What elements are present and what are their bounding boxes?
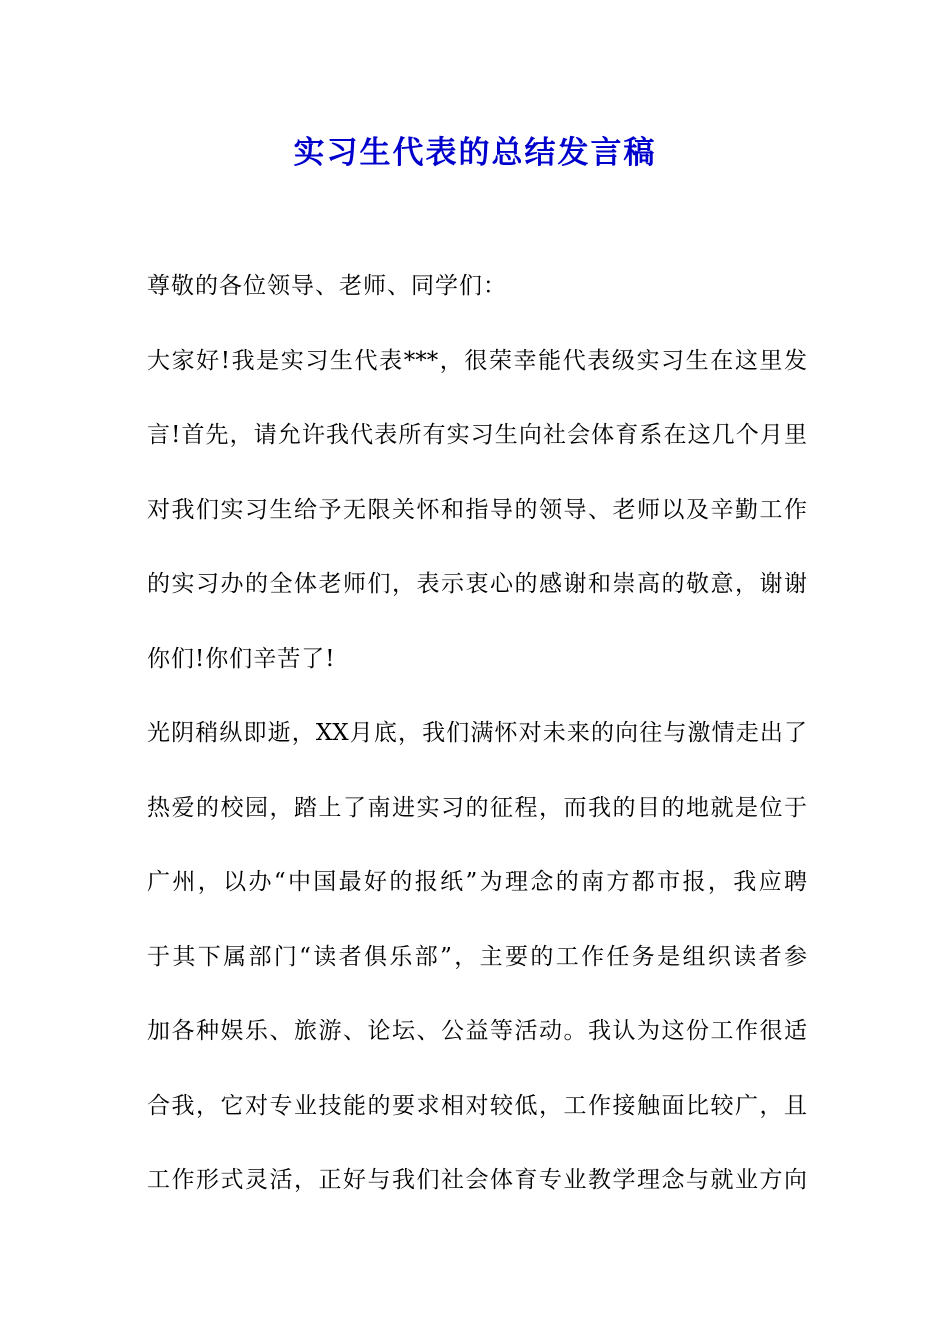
text-line: 你们!你们辛苦了! bbox=[147, 645, 336, 672]
text-line: 广州，以办“中国最好的报纸”为理念的南方都市报，我应聘 bbox=[147, 869, 807, 895]
text-line: 加各种娱乐、旅游、论坛、公益等活动。我认为这份工作很适 bbox=[147, 1018, 807, 1044]
text-line: 光阴稍纵即逝，XX月底，我们满怀对未来的向往与激情走出了 bbox=[147, 720, 807, 746]
text-line: 于其下属部门“读者俱乐部”，主要的工作任务是组织读者参 bbox=[147, 943, 807, 970]
text-line: 热爱的校园，踏上了南进实习的征程，而我的目的地就是位于 bbox=[147, 794, 807, 821]
text-line: 合我，它对专业技能的要求相对较低，工作接触面比较广，且 bbox=[147, 1092, 807, 1119]
text-line: 对我们实习生给予无限关怀和指导的领导、老师以及辛勤工作 bbox=[147, 496, 807, 523]
text-line: 工作形式灵活，正好与我们社会体育专业教学理念与就业方向 bbox=[147, 1167, 807, 1193]
document-body bbox=[147, 266, 807, 1235]
document-title: 实习生代表的总结发言稿 bbox=[293, 135, 657, 171]
salutation-line: 尊敬的各位领导、老师、同学们： bbox=[147, 273, 507, 299]
text-line: 大家好!我是实习生代表***，很荣幸能代表级实习生在这里发 bbox=[147, 347, 807, 374]
text-line: 言!首先，请允许我代表所有实习生向社会体育系在这几个月里 bbox=[147, 422, 807, 448]
text-line: 的实习办的全体老师们，表示衷心的感谢和崇高的敬意，谢谢 bbox=[147, 571, 807, 597]
